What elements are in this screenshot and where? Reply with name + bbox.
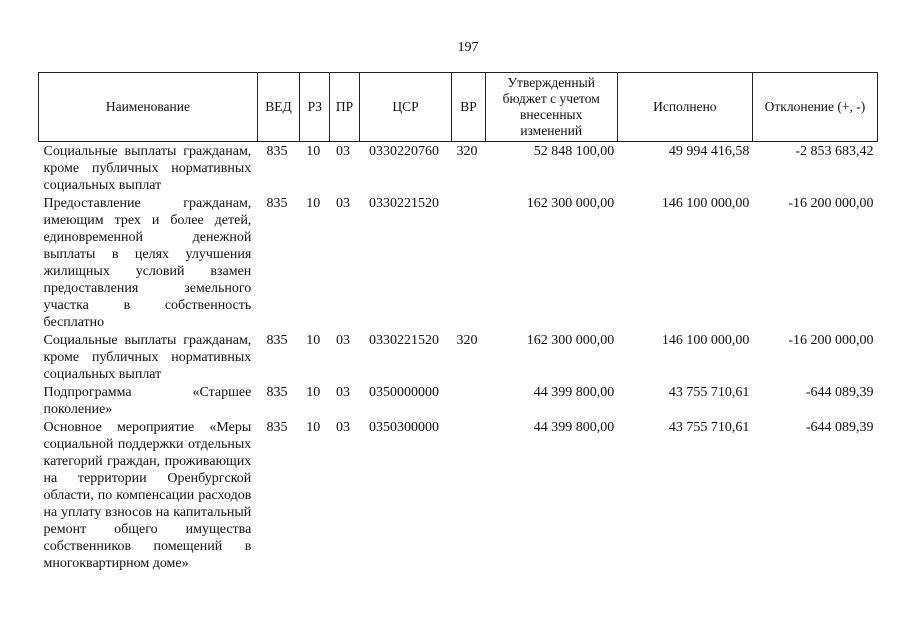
header-executed: Исполнено — [617, 73, 752, 142]
row-executed: 43 755 710,61 — [668, 385, 750, 400]
row-approved: 162 300 000,00 — [526, 196, 615, 211]
row-approved: 162 300 000,00 — [526, 333, 615, 348]
row-ved: 835 — [266, 420, 288, 435]
header-rz: РЗ — [300, 73, 330, 142]
table-header-row — [39, 73, 878, 142]
row-approved: 52 848 100,00 — [533, 144, 615, 159]
row-approved: 44 399 800,00 — [533, 420, 615, 435]
row-pr: 03 — [336, 333, 351, 348]
row-csr: 0330221520 — [369, 196, 440, 211]
row-ved: 835 — [266, 144, 288, 159]
header-deviation: Отклонение (+, -) — [752, 73, 877, 142]
row-vr — [452, 194, 485, 331]
row-deviation: -644 089,39 — [805, 385, 874, 400]
table-row — [39, 383, 878, 418]
row-rz: 10 — [306, 385, 321, 400]
row-deviation: -16 200 000,00 — [788, 196, 874, 211]
row-ved: 835 — [266, 385, 288, 400]
row-pr: 03 — [336, 385, 351, 400]
page-number: 197 — [457, 40, 479, 55]
row-ved: 835 — [266, 333, 288, 348]
row-csr: 0350300000 — [369, 420, 440, 435]
row-rz: 10 — [306, 333, 321, 348]
header-csr: ЦСР — [359, 73, 452, 142]
row-deviation: -16 200 000,00 — [788, 333, 874, 348]
header-pr: ПР — [330, 73, 359, 142]
row-approved: 44 399 800,00 — [533, 385, 615, 400]
header-ved: ВЕД — [257, 73, 299, 142]
header-name: Наименование — [39, 73, 258, 142]
table-row — [39, 194, 878, 331]
row-executed: 49 994 416,58 — [668, 144, 750, 159]
row-vr — [452, 383, 485, 418]
table-row — [39, 331, 878, 383]
row-name: Предоставление гражданам, имеющим трех и более детей, единовременной денежной выплаты в целях улучшения жилищных условий взамен предоставления земельного участка в собственность бесплатно — [43, 196, 252, 330]
row-name: Социальные выплаты гражданам, кроме публичных нормативных социальных выплат — [43, 333, 252, 382]
row-csr: 0350000000 — [369, 385, 440, 400]
row-name: Социальные выплаты гражданам, кроме публичных нормативных социальных выплат — [43, 144, 252, 193]
row-executed: 146 100 000,00 — [661, 333, 750, 348]
row-rz: 10 — [306, 420, 321, 435]
row-pr: 03 — [336, 420, 351, 435]
row-rz: 10 — [306, 196, 321, 211]
budget-table — [38, 72, 878, 572]
table-row — [39, 142, 878, 195]
row-executed: 43 755 710,61 — [668, 420, 750, 435]
row-deviation: -2 853 683,42 — [795, 144, 874, 159]
row-csr: 0330220760 — [369, 144, 440, 159]
row-name: Подпрограмма «Старшее поколение» — [43, 385, 252, 417]
row-vr: 320 — [456, 144, 478, 159]
header-vr: ВР — [452, 73, 485, 142]
row-pr: 03 — [336, 144, 351, 159]
row-vr: 320 — [456, 333, 478, 348]
header-approved-budget: Утвержденный бюджет с учетом внесенных изменений — [485, 73, 617, 142]
table-row — [39, 418, 878, 572]
row-executed: 146 100 000,00 — [661, 196, 750, 211]
row-name: Основное мероприятие «Меры социальной поддержки отдельных категорий граждан, проживающих на территории Оренбургской области, по компенсации расходов на уплату взносов на капитальный ремонт общего имущества собственников помещений в многоквартирном доме» — [43, 420, 252, 571]
row-rz: 10 — [306, 144, 321, 159]
row-pr: 03 — [336, 196, 351, 211]
row-csr: 0330221520 — [369, 333, 440, 348]
row-ved: 835 — [266, 196, 288, 211]
row-vr — [452, 418, 485, 572]
row-deviation: -644 089,39 — [805, 420, 874, 435]
